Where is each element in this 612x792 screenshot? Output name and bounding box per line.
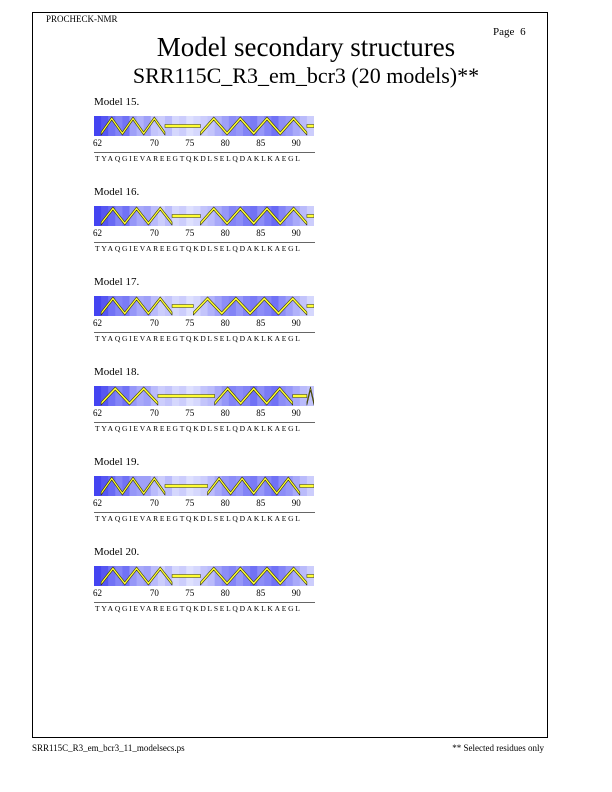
coil-segment [172,575,200,578]
residue-tick-label: 75 [185,318,195,328]
residue-tick-label: 90 [291,228,301,238]
model-label: Model 15. [94,96,140,108]
coil-segment [172,305,193,308]
sequence-text: TYAQGIEVAREEGTQKDLSELQDAKLKAEGL [95,244,302,253]
residue-ticks [92,498,332,510]
residue-tick-label: 90 [291,318,301,328]
residue-tick-label: 90 [291,408,301,418]
residue-tick-label: 85 [256,588,266,598]
residue-shade-cell [94,566,102,586]
residue-tick-label: 62 [93,588,103,598]
residue-tick-label: 90 [291,588,301,598]
page-title: Model secondary structures [156,32,456,62]
residue-tick-label: 62 [93,228,103,238]
sequence-text: TYAQGIEVAREEGTQKDLSELQDAKLKAEGL [95,334,302,343]
residue-tick-label: 62 [93,318,103,328]
sequence-rule [94,152,315,153]
residue-tick-label: 62 [93,138,103,148]
coil-segment [172,215,200,218]
sequence-rule [94,332,315,333]
residue-tick-label: 85 [256,408,266,418]
residue-ticks [92,318,332,330]
residue-tick-label: 90 [291,498,301,508]
residue-tick-label: 70 [149,318,159,328]
residue-tick-label: 70 [149,588,159,598]
residue-tick-label: 75 [185,138,195,148]
model-label: Model 19. [94,456,140,468]
coil-segment [307,575,314,578]
sequence-rule [94,242,315,243]
residue-tick-label: 70 [149,408,159,418]
sequence-rule [94,422,315,423]
residue-tick-label: 85 [256,228,266,238]
residue-shade-cell [94,476,102,496]
sequence-text: TYAQGIEVAREEGTQKDLSELQDAKLKAEGL [95,154,302,163]
coil-segment [158,395,215,398]
model-panel [92,456,332,538]
residue-shade-cell [94,296,102,316]
residue-tick-label: 80 [220,588,230,598]
residue-tick-label: 80 [220,408,230,418]
model-panel [92,96,332,178]
residue-tick-label: 80 [220,318,230,328]
model-label: Model 17. [94,276,140,288]
residue-tick-label: 70 [149,228,159,238]
footer-filename: SRR115C_R3_em_bcr3_11_modelsecs.ps [32,743,185,753]
sequence-text: TYAQGIEVAREEGTQKDLSELQDAKLKAEGL [95,514,302,523]
residue-shade-cell [94,206,102,226]
coil-segment [300,485,314,488]
residue-tick-label: 75 [185,498,195,508]
sequence-text: TYAQGIEVAREEGTQKDLSELQDAKLKAEGL [95,604,302,613]
sequence-text: TYAQGIEVAREEGTQKDLSELQDAKLKAEGL [95,424,302,433]
residue-ticks [92,588,332,600]
residue-ticks [92,408,332,420]
residue-tick-label: 85 [256,498,266,508]
residue-tick-label: 75 [185,408,195,418]
sequence-rule [94,602,315,603]
residue-tick-label: 80 [220,498,230,508]
residue-tick-label: 90 [291,138,301,148]
model-label: Model 16. [94,186,140,198]
secondary-structure-strip [94,296,314,316]
page-number: Page 6 [493,26,526,38]
model-panel [92,546,332,628]
residue-tick-label: 75 [185,588,195,598]
page-subtitle: SRR115C_R3_em_bcr3 (20 models)** [132,63,480,88]
secondary-structure-strip [94,386,314,406]
secondary-structure-strip [94,476,314,496]
residue-tick-label: 85 [256,318,266,328]
residue-tick-label: 85 [256,138,266,148]
coil-segment [165,125,200,128]
model-label: Model 18. [94,366,140,378]
residue-tick-label: 80 [220,138,230,148]
residue-tick-label: 70 [149,498,159,508]
sequence-rule [94,512,315,513]
footer-note: ** Selected residues only [452,743,544,753]
coil-segment [165,485,208,488]
coil-segment [307,305,314,308]
residue-shade-cell [94,386,102,406]
residue-tick-label: 62 [93,408,103,418]
residue-shade-cell [94,116,102,136]
coil-segment [307,215,314,218]
secondary-structure-strip [94,116,314,136]
residue-ticks [92,138,332,150]
model-label: Model 20. [94,546,140,558]
model-panel [92,366,332,448]
program-name: PROCHECK-NMR [46,14,118,24]
residue-tick-label: 62 [93,498,103,508]
secondary-structure-strip [94,206,314,226]
model-panel [92,186,332,268]
residue-tick-label: 80 [220,228,230,238]
residue-tick-label: 70 [149,138,159,148]
coil-segment [307,125,314,128]
residue-tick-label: 75 [185,228,195,238]
coil-segment [293,395,307,398]
residue-ticks [92,228,332,240]
model-panel [92,276,332,358]
secondary-structure-strip [94,566,314,586]
